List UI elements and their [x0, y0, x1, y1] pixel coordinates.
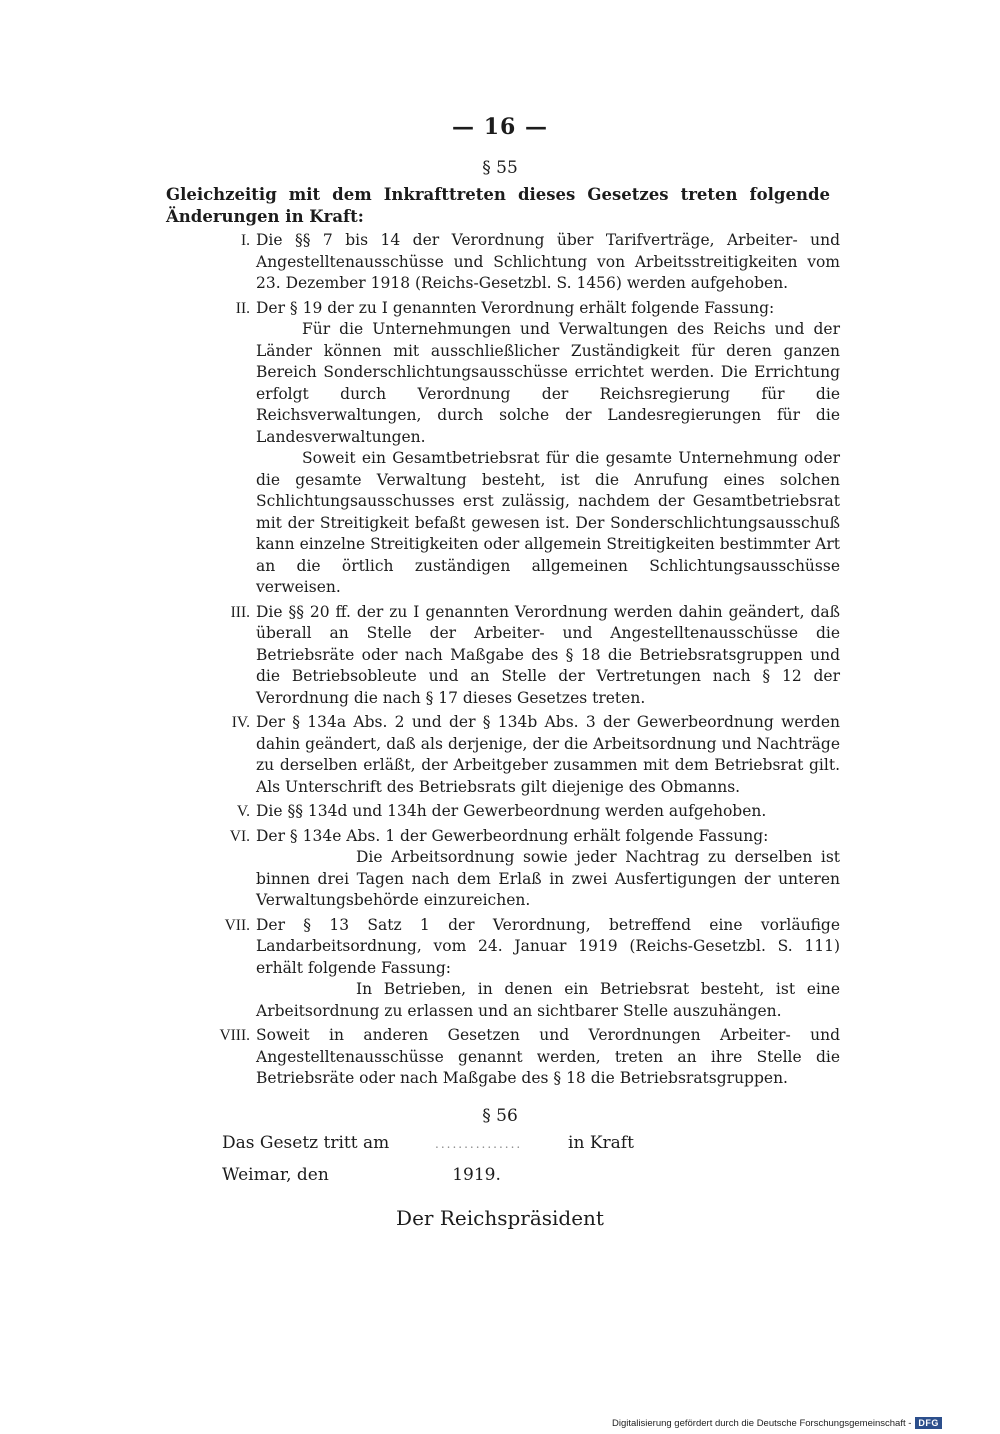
effective-date-prefix: Das Gesetz tritt am [222, 1133, 390, 1153]
amendment-number: V. [236, 803, 250, 820]
amendment-item-6 [200, 826, 840, 912]
amendment-item-7 [200, 915, 840, 1023]
amendment-text: Der § 19 der zu I genannten Verordnung erhält folgende Fassung: [256, 298, 775, 317]
amendment-text: Der § 13 Satz 1 der Verordnung, betreffend eine vorläufige Landarbeitsordnung, vom 24. Januar 1919 (Reichs-Gesetzbl. S. 111) erhält folgende Fassung: [256, 915, 840, 977]
dfg-logo: DFG [915, 1417, 942, 1429]
amendment-item-5 [200, 801, 840, 823]
amendment-number: VII. [224, 916, 250, 934]
amendment-quoted-paragraph: Soweit ein Gesamtbetriebsrat für die gesamte Unternehmung oder die gesamte Verwaltung besteht, ist die Anrufung eines solchen Schlichtungsausschusses erst zulässig, nachdem der Gesamtbetriebsrat mit der Streitigkeit befaßt gewesen ist. Der Sonderschlichtungsausschuß kann einzelne Streitigkeiten oder allgemein Streitigkeiten bestimmter Art an die örtlich zuständigen allgemeinen Schlichtungsausschüsse verweisen. [256, 449, 840, 596]
section-56-heading: § 56 [482, 1106, 518, 1126]
effective-date-suffix: in Kraft [568, 1133, 634, 1153]
amendment-list [200, 230, 840, 1093]
amendment-quoted-paragraph: Für die Unternehmungen und Verwaltungen des Reichs und der Länder können mit ausschließlicher Zuständigkeit für deren ganzen Bereich Sonderschlichtungsausschüsse errichtet werden. Die Errichtung erfolgt durch Verordnung der Reichsregierung für die Reichsverwaltungen, durch solche der Landesregierungen für die Landesverwaltungen. [256, 320, 840, 446]
amendment-text: Der § 134a Abs. 2 und der § 134b Abs. 3 der Gewerbeordnung werden dahin geändert, daß als derjenige, der die Arbeitsordnung und Nachträge zu derselben erläßt, der Arbeitgeber zusammen mit dem Betriebsrat gilt. Als Unterschrift des Betriebsrats gilt diejenige des Obmanns. [256, 713, 840, 796]
section-55-heading: § 55 [482, 158, 518, 178]
amendment-item-2 [200, 298, 840, 599]
effective-date-line [222, 1133, 634, 1153]
amendment-text: Die §§ 134d und 134h der Gewerbeordnung werden aufgehoben. [256, 802, 767, 820]
amendment-text: Die §§ 20 ff. der zu I genannten Verordnung werden dahin geändert, daß überall an Stelle der Arbeiter- und Angestelltenausschüsse die Betriebsräte oder nach Maßgabe des § 18 die Betriebsratsgruppen und die Betriebsobleute und an Stelle der Vertretungen nach § 12 der Verordnung die nach § 17 dieses Gesetzes treten. [256, 602, 840, 707]
year: 1919. [452, 1165, 501, 1185]
amendment-number: IV. [231, 714, 250, 731]
amendment-number: I. [240, 232, 250, 249]
amendment-number: VI. [229, 827, 250, 845]
section-55-intro: Gleichzeitig mit dem Inkrafttreten dieses Gesetzes treten folgende Änderungen in Kraft: [166, 185, 830, 226]
amendment-item-1 [200, 230, 840, 295]
date-blank: ............... [435, 1137, 523, 1151]
amendment-number: III. [230, 603, 250, 621]
amendment-item-4 [200, 712, 840, 798]
amendment-text: Soweit in anderen Gesetzen und Verordnungen Arbeiter- und Angestelltenausschüsse genannt werden, treten an ihre Stelle die Betriebsräte oder nach Maßgabe des § 18 die Betriebsratsgruppen. [256, 1026, 840, 1087]
amendment-item-8 [200, 1025, 840, 1090]
place-date-line [222, 1165, 501, 1185]
signature-title: Der Reichspräsident [396, 1206, 604, 1230]
amendment-number: II. [235, 299, 250, 317]
place-label: Weimar, den [222, 1165, 329, 1185]
amendment-text: Die §§ 7 bis 14 der Verordnung über Tarifverträge, Arbeiter- und Angestelltenausschüsse und Schlichtung von Arbeitsstreitigkeiten vom 23. Dezember 1918 (Reichs-Gesetzbl. S. 1456) werden aufgehoben. [256, 231, 840, 292]
footer-text: Digitalisierung gefördert durch die Deutsche Forschungsgemeinschaft - [612, 1417, 912, 1429]
amendment-quoted-paragraph: In Betrieben, in denen ein Betriebsrat besteht, ist eine Arbeitsordnung zu erlassen und an sichtbarer Stelle auszuhängen. [256, 980, 840, 1020]
digitization-footer [612, 1417, 942, 1429]
amendment-item-3 [200, 602, 840, 710]
amendment-text: Der § 134e Abs. 1 der Gewerbeordnung erhält folgende Fassung: [256, 826, 769, 845]
page-number: — 16 — [452, 114, 548, 140]
amendment-quoted-paragraph: Die Arbeitsordnung sowie jeder Nachtrag zu derselben ist binnen drei Tagen nach dem Erlaß in zwei Ausfertigungen der unteren Verwaltungsbehörde einzureichen. [256, 848, 840, 909]
amendment-number: VIII. [219, 1027, 250, 1044]
